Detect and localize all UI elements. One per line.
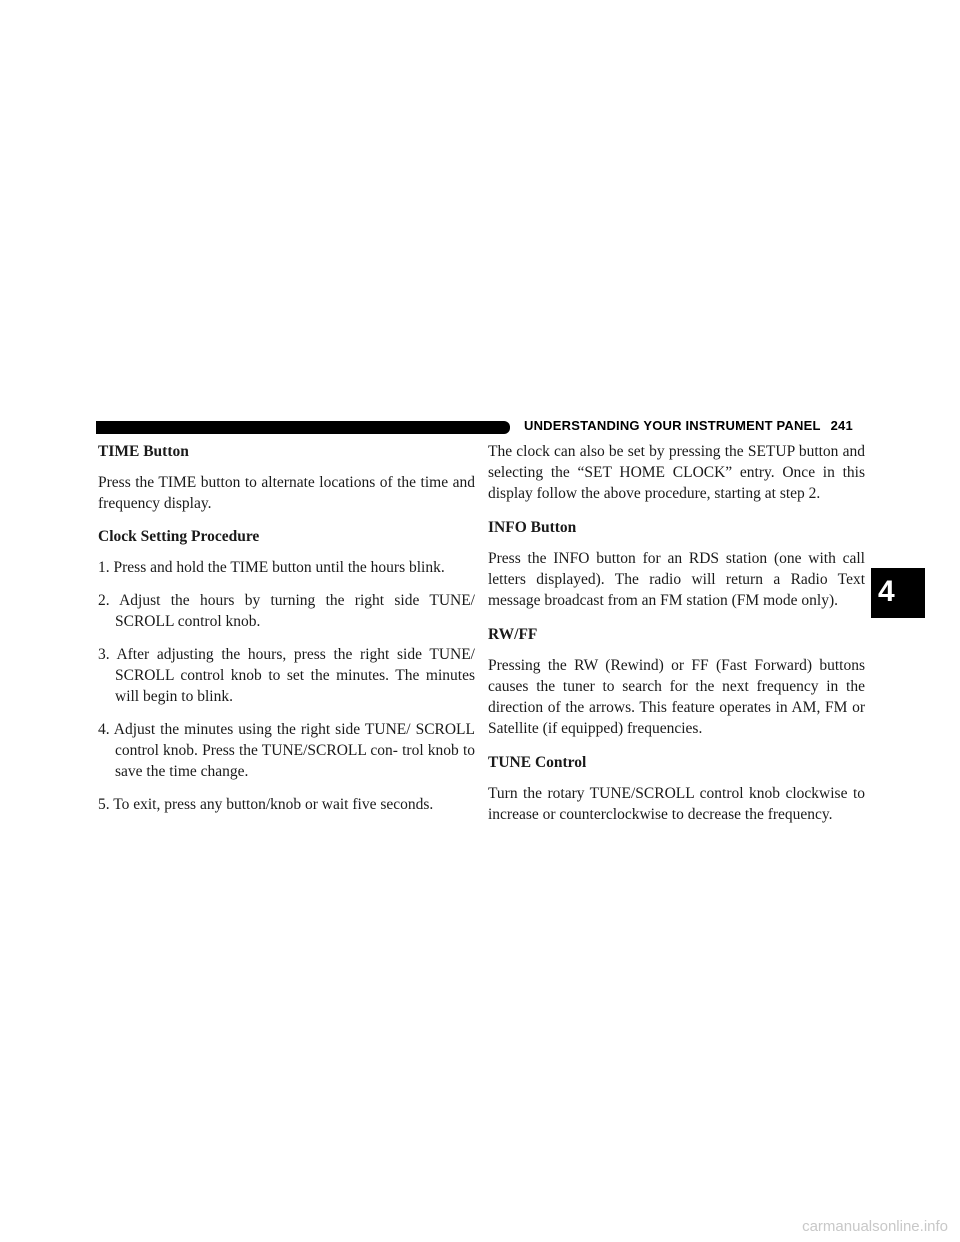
page-number: 241 [830,418,853,433]
clock-setting-heading: Clock Setting Procedure [98,528,260,545]
clock-steps-list [98,557,475,815]
header-rule [96,421,510,434]
rwff-heading: RW/FF [488,626,538,643]
list-item: 5. To exit, press any button/knob or wait five seconds. [98,796,434,813]
tune-control-heading: TUNE Control [488,754,587,771]
chapter-tab [871,568,925,618]
right-column [488,441,865,838]
info-button-heading: INFO Button [488,519,577,536]
list-item: 2. Adjust the hours by turning the right side TUNE/ SCROLL control knob. [98,592,475,630]
info-button-text: Press the INFO button for an RDS station (one with call letters displayed). The radio will return a Radio Text message broadcast from an FM station (FM mode only). [488,550,865,609]
time-button-heading: TIME Button [98,443,189,460]
watermark: carmanualsonline.info [802,1218,948,1235]
time-button-text: Press the TIME button to alternate locations of the time and frequency display. [98,474,475,512]
section-title: UNDERSTANDING YOUR INSTRUMENT PANEL [524,418,821,433]
list-item: 1. Press and hold the TIME button until the hours blink. [98,559,445,576]
tune-control-text: Turn the rotary TUNE/SCROLL control knob clockwise to increase or counterclockwise to decrease the frequency. [488,785,865,823]
left-column [98,441,475,827]
clock-setup-text: The clock can also be set by pressing the SETUP button and selecting the “SET HOME CLOCK” entry. Once in this display follow the above procedure, starting at step 2. [488,443,865,502]
chapter-number: 4 [878,575,895,608]
list-item: 3. After adjusting the hours, press the right side TUNE/ SCROLL control knob to set the minutes. The minutes will begin to blink. [98,646,475,705]
running-header [524,418,853,433]
list-item: 4. Adjust the minutes using the right side TUNE/ SCROLL control knob. Press the TUNE/SCROLL con- trol knob to save the time change. [98,721,475,780]
rwff-text: Pressing the RW (Rewind) or FF (Fast Forward) buttons causes the tuner to search for the next frequency in the direction of the arrows. This feature operates in AM, FM or Satellite (if equipped) frequencies. [488,657,865,737]
